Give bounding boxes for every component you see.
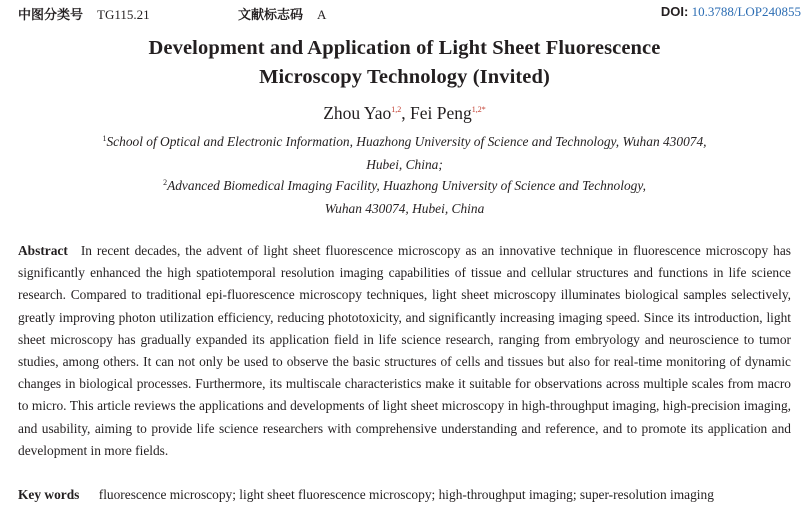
abstract-heading: Abstract	[18, 243, 68, 258]
document-code-value: A	[317, 7, 327, 22]
affiliation-number: 1	[102, 134, 107, 143]
paper-title-line-2: Microscopy Technology (Invited)	[259, 66, 550, 88]
classification-value: TG115.21	[97, 7, 150, 22]
paper-title	[0, 34, 809, 92]
author-list	[0, 103, 809, 124]
affiliation-2	[18, 172, 791, 220]
affiliation-line: Wuhan 430074, Hubei, China	[324, 200, 485, 216]
paper-title-line-1: Development and Application of Light Sheet Fluorescence	[148, 37, 661, 59]
classification-label: 中图分类号	[18, 8, 84, 23]
article-metadata-bar	[18, 4, 801, 22]
affiliation-1	[18, 128, 791, 176]
doi	[661, 4, 801, 20]
keywords-heading: Key words	[18, 487, 80, 502]
document-code-label: 文献标志码	[238, 8, 304, 23]
keywords	[18, 484, 791, 506]
abstract	[18, 240, 791, 462]
affiliation-number: 2	[163, 178, 168, 187]
author-name: Zhou Yao	[323, 103, 392, 123]
author-name: Fei Peng	[410, 103, 472, 123]
author-separator: ,	[401, 103, 411, 123]
abstract-body: In recent decades, the advent of light sheet fluorescence microscopy as an innovative technique in fluorescence microscopy has significantly enhanced the high spatiotemporal resolution imaging capabilities of tissue and cellular structures and functions in life science research. Compared to traditional epi-fluorescence microscopy techniques, light sheet microscopy illuminates biological samples selectively, greatly improving photon utilization efficiency, reducing phototoxicity, and significantly increasing imaging speed. Since its introduction, light sheet microscopy has gradually expanded its application field in life science research, ranging from embryology and neuroscience to tumor studies, among others. It can not only be used to observe the basic structures of cells and tissues but also for real-time monitoring of dynamic changes in biological processes. Furthermore, its multiscale characteristics make it suitable for observations across multiple scales from macro to micro. This article reviews the applications and developments of light sheet microscopy in high-throughput imaging, high-precision imaging, and usability, aiming to provide life science researchers with comprehensive understanding and reference, and to promote its application and development in more fields.	[18, 243, 791, 458]
author-affiliation-marker: 1,2*	[471, 105, 486, 114]
affiliation-line: $^1$School of Optical and Electronic Information, Huazhong University of Science and Technology, Wuhan 430074,	[102, 134, 707, 149]
doi-label: DOI:	[660, 4, 689, 19]
author-affiliation-marker: 1,2	[391, 105, 402, 114]
affiliation-line: Hubei, China;	[366, 156, 443, 172]
document-code-group	[238, 4, 326, 23]
keywords-body: fluorescence microscopy; light sheet fluorescence microscopy; high-throughput imaging; super-resolution imaging	[98, 487, 714, 502]
doi-link[interactable]: 10.3788/LOP240855	[691, 4, 801, 19]
affiliation-line: $^2$Advanced Biomedical Imaging Facility, Huazhong University of Science and Technology,	[163, 178, 646, 193]
